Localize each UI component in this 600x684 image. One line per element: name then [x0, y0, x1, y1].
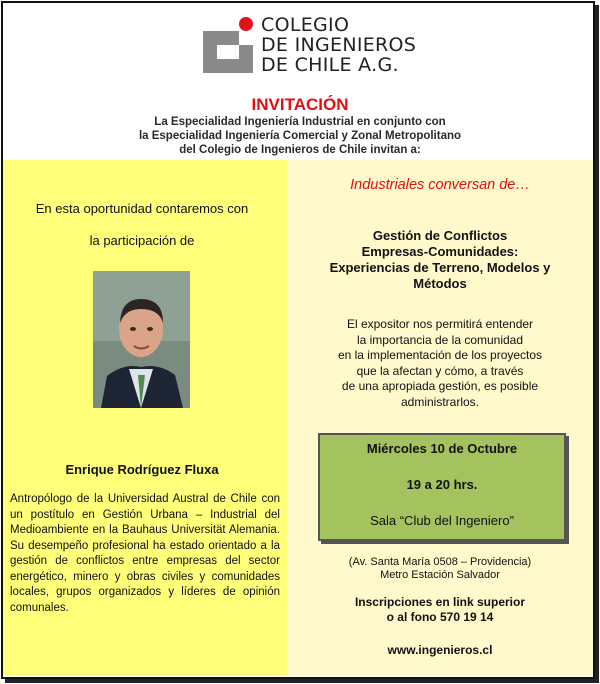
website-link[interactable]: www.ingenieros.cl: [387, 643, 493, 657]
event-room: Sala “Club del Ingeniero”: [370, 513, 514, 528]
registration-line-1: Inscripciones en link superior: [354, 595, 526, 609]
intro-line-1: La Especialidad Ingeniería Industrial en conjunto con: [154, 116, 446, 128]
logo-bar-right: [239, 45, 253, 73]
left-intro-line-1: En esta oportunidad contaremos con: [35, 201, 249, 216]
desc-line-1: El expositor nos permitirá entender: [346, 317, 534, 331]
topic-line-1: Gestión de Conflictos: [372, 228, 508, 243]
registration-line-2: o al fono 570 19 14: [386, 610, 494, 624]
speaker-portrait-illustration: [93, 271, 190, 408]
event-date: Miércoles 10 de Octubre: [366, 441, 518, 456]
event-address: [287, 556, 593, 582]
logo-red-dot: [239, 17, 253, 31]
event-series-title: Industriales conversan de…: [350, 177, 530, 193]
desc-line-5: de una apropiada gestión, es posible: [341, 379, 539, 393]
logo-mark: [203, 17, 253, 73]
desc-line-6: administrarlos.: [400, 394, 480, 409]
topic-line-2: Empresas-Comunidades:: [361, 244, 519, 259]
event-details-box: [318, 433, 566, 541]
desc-line-3: en la implementación de los proyectos: [337, 348, 543, 362]
speaker-photo: [93, 271, 190, 408]
talk-description: [287, 317, 593, 410]
intro-text: [3, 115, 597, 157]
left-intro-line-2: la participación de: [89, 233, 195, 248]
topic-line-3: Experiencias de Terreno, Modelos y: [329, 260, 551, 275]
desc-line-4: que la afectan y cómo, a través: [356, 363, 524, 378]
logo-line-1: COLEGIO: [261, 14, 350, 36]
speaker-name: Enrique Rodríguez Fluxa: [65, 462, 219, 477]
frame-shadow-bottom: [5, 679, 599, 683]
invitation-title: INVITACIÓN: [251, 95, 349, 114]
desc-line-2: la importancia de la comunidad: [356, 332, 524, 347]
intro-line-2: la Especialidad Ingeniería Comercial y Zonal Metropolitano: [138, 130, 462, 142]
event-time: 19 a 20 hrs.: [406, 477, 478, 492]
logo-line-2: DE INGENIEROS: [261, 34, 417, 56]
registration-info: [287, 595, 593, 625]
speaker-bio: Antropólogo de la Universidad Austral de Chile con un postítulo en Gestión Urbana – Industrial del Medioambiente en la Bauhaus Universität Alemania. Su desempeño profesional ha estado orientado a la gestión de conflictos entre empresas del sector energético, minero y obras civiles y comunidades locales, grupos organizados y líderes de opinión comunales.: [10, 493, 280, 614]
address-line: (Av. Santa María 0508 – Providencia): [348, 556, 532, 568]
intro-line-3: del Colegio de Ingenieros de Chile invitan a:: [179, 144, 421, 156]
logo-line-3: DE CHILE A.G.: [261, 54, 399, 76]
metro-line: Metro Estación Salvador: [380, 569, 500, 581]
topic-line-4: Métodos: [413, 276, 467, 291]
logo-text: [261, 15, 416, 75]
talk-topic: [287, 228, 593, 292]
